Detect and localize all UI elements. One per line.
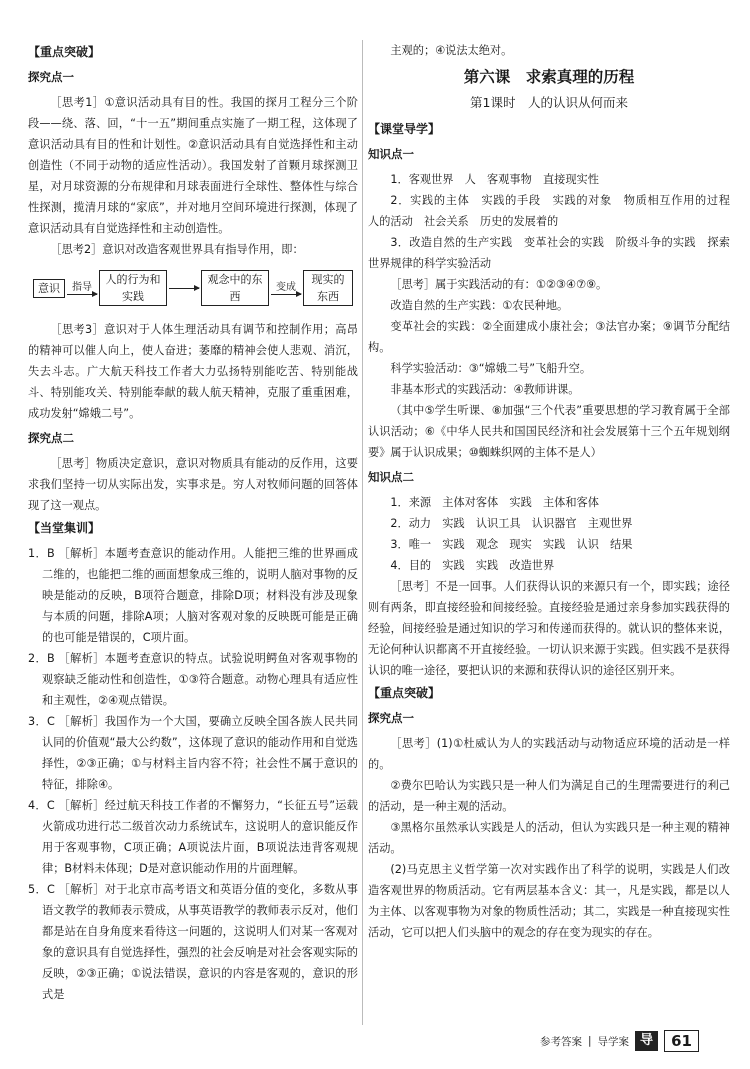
left-column (28, 40, 358, 1005)
answer-item: 3．C ［解析］我国作为一个大国，要确立反映全国各族人民共同认同的价值观“最大公约数”，这体现了意识的能动作用和自觉选择性，②③正确；①与材料主旨内容不符；社会性不属于意识的特征，排除④。 (28, 715, 358, 791)
list-item: 2．动力 实践 认识工具 认识器官 主观世界 (390, 517, 633, 530)
paragraph: 改造自然的生产实践：①农民种地。 (390, 299, 569, 312)
answer-item: 2．B ［解析］本题考查意识的特点。试验说明鳄鱼对客观事物的观察缺乏能动性和创造性，①③符合题意。动物心理具有适应性和主观性，②④观点错误。 (28, 652, 358, 707)
section-heading: 【重点突破】 (368, 686, 441, 700)
paragraph: ［思考3］意识对于人体生理活动具有调节和控制作用；高昂的精神可以催人向上，使人奋进；萎靡的精神会使人悲观、消沉，失去斗志。广大航天科技工作者大力弘扬特别能吃苦、特别能战斗、特别能攻关、特别能奉献的载人航天精神，克服了重重困难，成功发射“嫦娥二号”。 (28, 323, 358, 420)
answer-item: 4．C ［解析］经过航天科技工作者的不懈努力，“长征五号”运载火箭成功进行芯二级首次动力系统试车，这说明人的意识能反作用于客观事物，C项正确；A项说法片面，B项说法违背客观规律；B材料未体现；D是对意识能动作用的片面理解。 (28, 799, 358, 875)
subsection-heading: 探究点一 (368, 711, 414, 725)
flow-diagram (28, 265, 358, 311)
paragraph: ②费尔巴哈认为实践只是一种人们为满足自己的生理需要进行的利己的活动，是一种主观的活动。 (368, 779, 730, 813)
paragraph: ③黑格尔虽然承认实践是人的活动，但认为实践只是一种主观的精神活动。 (368, 821, 730, 855)
flow-node: 现实的东西 (303, 270, 353, 306)
paragraph: ［思考］属于实践活动的有：①②③④⑦⑨。 (390, 278, 608, 291)
subsection-heading: 知识点一 (368, 147, 414, 161)
list-item: 1．来源 主体对客体 实践 主体和客体 (390, 496, 599, 509)
flow-arrow (67, 282, 97, 295)
section-heading: 【课堂导学】 (368, 122, 441, 136)
footer-label: 导学案 (597, 1035, 630, 1048)
flow-node: 人的行为和实践 (99, 270, 167, 306)
paragraph: (2)马克思主义哲学第一次对实践作出了科学的说明，实践是人们改造客观世界的物质活动。它有两层基本含义：其一，凡是实践，都是以人为主体、以客观事物为对象的物质性活动；其二，实践是一种直接现实性活动，它可以把人们头脑中的观念的存在变为现实的存在。 (368, 863, 730, 939)
subsection-heading: 知识点二 (368, 470, 414, 484)
flow-node: 意识 (33, 279, 65, 298)
flow-node: 观念中的东西 (201, 270, 269, 306)
list-item: 4．目的 实践 实践 改造世界 (390, 559, 555, 572)
flow-arrow (169, 288, 199, 289)
paragraph: ［思考1］①意识活动具有目的性。我国的探月工程分三个阶段——绕、落、回，“十一五”期间重点实施了一期工程，这体现了意识活动具有目的性和计划性。②意识活动具有自觉选择性和主动创造性（不同于动物的适应性活动）。我国发射了首颗月球探测卫星，对月球资源的分布规律和月球表面进行全球性、整体性与综合性探测，揽清月球的“家底”，并对地月空间环境进行探测，体现了意识活动具有自觉选择性和主动创造性。 (28, 96, 358, 235)
paragraph: 非基本形式的实践活动：④教师讲课。 (390, 383, 580, 396)
arrow-label: 指导 (72, 281, 92, 293)
paragraph: ［思考］物质决定意识，意识对物质具有能动的反作用，这要求我们坚持一切从实际出发，实事求是。穷人对牧师问题的回答体现了这一观点。 (28, 457, 358, 512)
arrow-label: 变成 (276, 281, 296, 293)
list-item: 2．实践的主体 实践的手段 实践的对象 物质相互作用的过程 人的活动 社会关系 历史的发展着的 (368, 194, 742, 228)
answer-item: 1．B ［解析］本题考查意识的能动作用。人能把三维的世界画成二维的，也能把二维的画面想象成三维的，说明人脑对事物的反映是能动的反映，B项符合题意，排除D项；材料没有涉及现象与本质的问题，排除A项；人脑对客观对象的反映既可能是正确的也可能是错误的，C项片面。 (28, 547, 358, 644)
paragraph: ［思考］不是一回事。人们获得认识的来源只有一个，即实践；途径则有两条，即直接经验和间接经验。直接经验是通过亲身参加实践获得的经验，间接经验是通过知识的学习和传递而获得的。就认识的整体来说，无论何种认识都离不开直接经验。一切认识来源于实践。但实践不是获得认识的唯一途径，要把认识的来源和获得认识的途径区别开来。 (368, 580, 730, 677)
list-item: 3．唯一 实践 观念 现实 实践 认识 结果 (390, 538, 633, 551)
chapter-title: 第六课 求索真理的历程 (463, 68, 635, 86)
paragraph: ［思考］(1)①杜威认为人的实践活动与动物适应环境的活动是一样的。 (368, 737, 730, 771)
logo-mark: 导 (635, 1031, 658, 1051)
section-heading: 【当堂集训】 (28, 521, 101, 535)
list-item: 1．客观世界 人 客观事物 直接现实性 (390, 173, 599, 186)
paragraph: ［思考2］意识对改造客观世界具有指导作用，即： (50, 243, 304, 256)
lesson-title: 第1课时 人的认识从何而来 (470, 95, 628, 110)
subsection-heading: 探究点二 (28, 431, 74, 445)
section-heading: 【重点突破】 (28, 45, 101, 59)
right-column (368, 40, 742, 943)
subsection-heading: 探究点一 (28, 70, 74, 84)
answer-item: 5．C ［解析］对于北京市高考语文和英语分值的变化，多数从事语文教学的教师表示赞成，从事英语教学的教师表示反对，他们都是站在自身角度来看待这一问题的，这说明人们对某一客观对象的意识具有自觉选择性，强烈的社会反响是对社会客观实际的反映，②③正确；①说法错误，意识的内容是客观的，意识的形式是 (28, 883, 358, 1001)
paragraph: （其中⑤学生听课、⑧加强“三个代表”重要思想的学习教育属于全部认识活动；⑥《中华人民共和国国民经济和社会发展第十三个五年规划纲要》属于认识成果；⑩蜘蛛织网的主体不是人） (368, 404, 730, 459)
paragraph: 科学实验活动：③“嫦娥二号”飞船升空。 (390, 362, 592, 375)
footer-label: 参考答案 (540, 1035, 582, 1048)
list-item: 3．改造自然的生产实践 变革社会的实践 阶级斗争的实践 探索世界规律的科学实验活动 (368, 236, 730, 270)
column-divider (362, 40, 363, 1025)
footer-separator: | (588, 1035, 592, 1047)
page-number: 61 (664, 1030, 699, 1052)
page-footer (540, 1030, 699, 1052)
flow-arrow (271, 282, 301, 295)
paragraph: 变革社会的实践：②全面建成小康社会；③法官办案；⑨调节分配结构。 (368, 320, 730, 354)
paragraph: 主观的；④说法太绝对。 (390, 44, 513, 57)
